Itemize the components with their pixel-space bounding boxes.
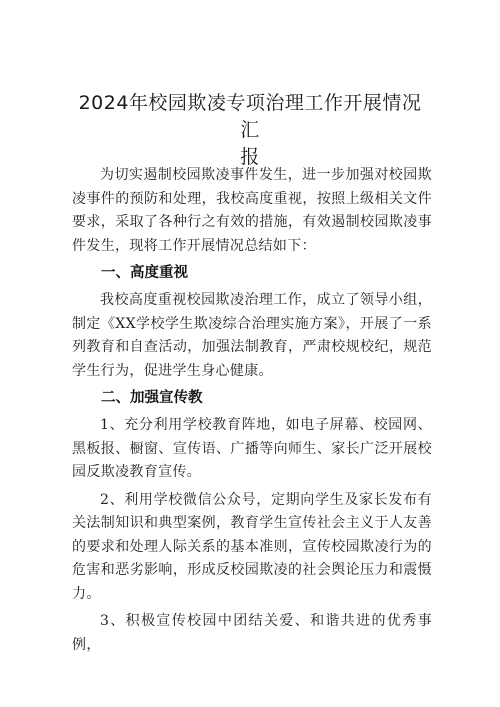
section-2-paragraph-3: 3、积极宣传校园中团结关爱、和谐共进的优秀事例，	[72, 613, 432, 653]
section-1-heading: 一、高度重视	[101, 265, 188, 281]
document-title	[70, 90, 430, 171]
title-line-1: 2024年校园欺凌专项治理工作开展情况汇	[78, 92, 422, 141]
section-2-paragraph-1: 1、充分利用学校教育阵地，如电子屏幕、校园网、黑板报、橱窗、宣传语、广播等向师生、家长广泛开展校园反欺凌教育宣传。	[72, 417, 432, 480]
intro-paragraph: 为切实遏制校园欺凌事件发生，进一步加强对校园欺凌事件的预防和处理，我校高度重视，按照上级相关文件要求，采取了各种行之有效的措施，有效遏制校园欺凌事件发生，现将工作开展情况总结如下：	[72, 167, 432, 254]
title-line-2: 报	[240, 146, 260, 168]
section-2-paragraph-2: 2、利用学校微信公众号，定期向学生及家长发布有关法制知识和典型案例，教育学生宣传社会主义于人友善的要求和处理人际关系的基本准则，宣传校园欺凌行为的危害和恶劣影响，形成反校园欺凌的社会舆论压力和震慑力。	[72, 491, 432, 602]
section-2-heading: 二、加强宣传教	[101, 390, 203, 406]
document-body	[72, 164, 432, 661]
section-1-paragraph-1: 我校高度重视校园欺凌治理工作，成立了领导小组，制定《XX学校学生欺凌综合治理实施方案》，开展了一系列教育和自查活动，加强法制教育，严肃校规校纪，规范学生行为，促进学生身心健康。	[72, 292, 432, 379]
